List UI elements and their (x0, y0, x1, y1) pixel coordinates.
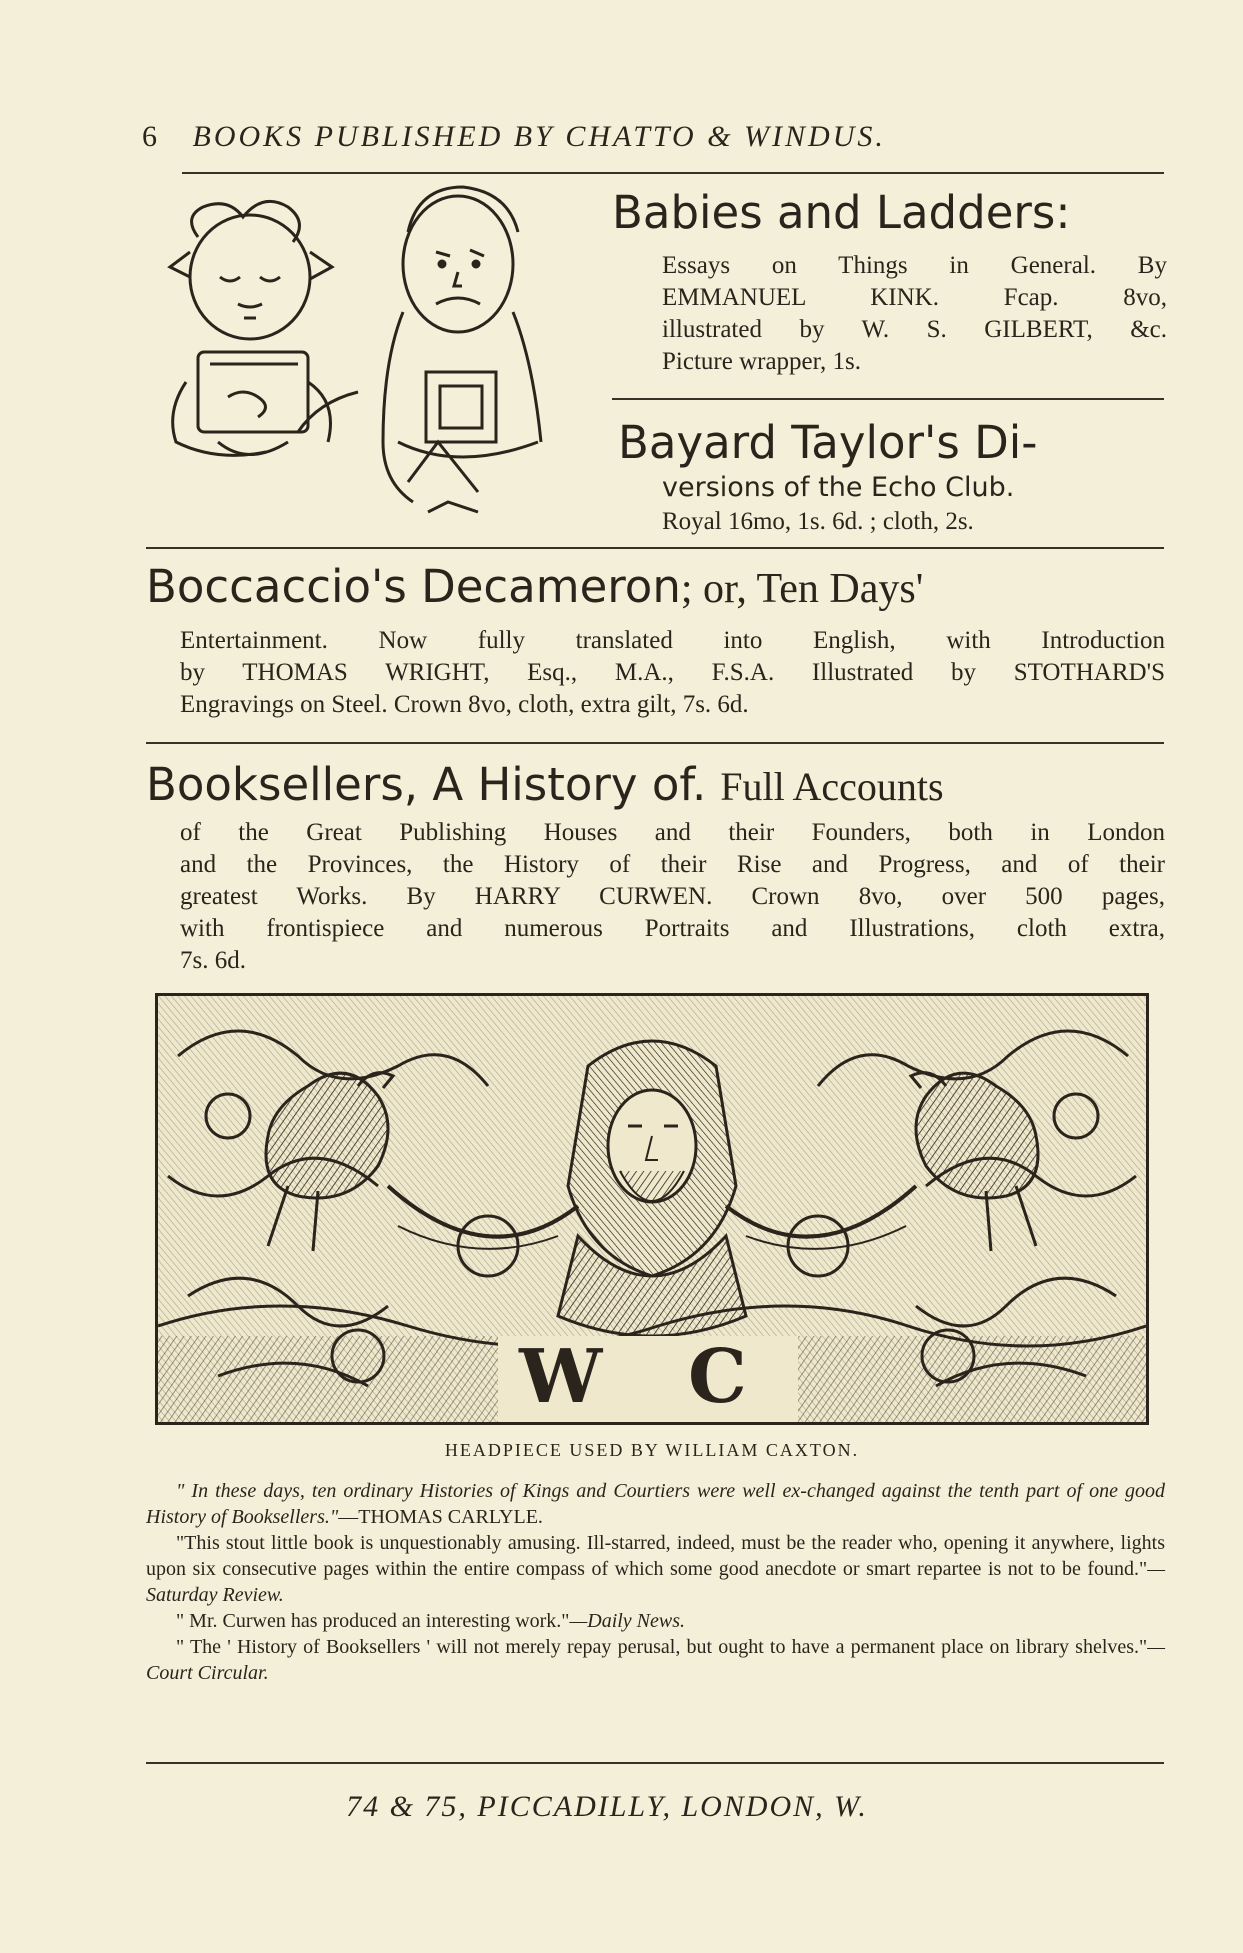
booksellers-body (180, 817, 1165, 977)
running-header (142, 120, 1072, 154)
babies-line: illustrated by W. S. GILBERT, &c. (662, 316, 1167, 343)
boccaccio-body (180, 625, 1165, 721)
babies-line: Picture wrapper, 1s. (662, 348, 861, 375)
review (146, 1478, 1165, 1530)
woodcut-caption: HEADPIECE USED BY WILLIAM CAXTON. (444, 1440, 860, 1460)
booksellers-line: 7s. 6d. (180, 947, 246, 974)
booksellers-line: of the Great Publishing Houses and their Founders, both in London (180, 819, 1165, 846)
bayard-body: Royal 16mo, 1s. 6d. ; cloth, 2s. (662, 508, 974, 535)
boccaccio-title-rest: ; or, Ten Days' (680, 566, 924, 612)
bayard-subtitle: versions of the Echo Club. (662, 472, 1015, 503)
babies-line: Essays on Things in General. By (662, 252, 1167, 279)
review (146, 1608, 1165, 1634)
footer-rule (146, 1762, 1164, 1764)
section-rule (146, 547, 1164, 549)
booksellers-line: with frontispiece and numerous Portraits and Illustrations, cloth extra, (180, 915, 1165, 942)
bayard-title: Bayard Taylor's Di- (618, 416, 1038, 469)
reviews-block (146, 1478, 1165, 1686)
review-quote: "This stout little book is unquestionably amusing. Ill-starred, indeed, must be the reader who, opening it anywhere, lights upon six consecutive pages within the entire compass of which some good anecdote or smart repartee is not to be found." (146, 1532, 1165, 1580)
review (146, 1530, 1165, 1608)
header-rule (182, 172, 1164, 174)
caxton-monogram: W C (519, 1334, 777, 1420)
review-source: —Daily News. (569, 1610, 686, 1632)
babies-title: Babies and Ladders: (612, 186, 1071, 239)
review-source: —Saturday Review. (146, 1558, 1165, 1606)
booksellers-title (146, 760, 1171, 810)
review (146, 1634, 1165, 1686)
footer-address: 74 & 75, PICCADILLY, LONDON, W. (346, 1790, 868, 1823)
babies-rule (612, 398, 1164, 400)
booksellers-title-bold: Booksellers, A History of. (146, 758, 707, 811)
caxton-headpiece-woodcut (155, 993, 1149, 1425)
review-quote: " Mr. Curwen has produced an interesting work." (176, 1610, 570, 1632)
babies-body (662, 250, 1167, 378)
booksellers-title-rest: Full Accounts (720, 764, 944, 809)
babies-line: EMMANUEL KINK. Fcap. 8vo, (662, 284, 1167, 311)
babies-illustration (158, 182, 598, 532)
booksellers-line: and the Provinces, the History of their Rise and Progress, and of their (180, 851, 1165, 878)
review-quote: " The ' History of Booksellers ' will not merely repay perusal, but ought to have a permanent place on library shelves." (176, 1636, 1148, 1658)
booksellers-line: greatest Works. By HARRY CURWEN. Crown 8vo, over 500 pages, (180, 883, 1165, 910)
page-number: 6 (142, 120, 158, 153)
boccaccio-title-bold: Boccaccio's Decameron (146, 560, 681, 613)
boccaccio-title (146, 562, 1171, 613)
review-quote: " In these days, ten ordinary Histories of Kings and Courtiers were well ex-changed against the tenth part of one good History of Booksellers." (146, 1480, 1165, 1528)
boccaccio-line: by THOMAS WRIGHT, Esq., M.A., F.S.A. Illustrated by STOTHARD'S (180, 659, 1165, 686)
running-head: BOOKS PUBLISHED BY CHATTO & WINDUS. (192, 120, 886, 153)
review-source: —THOMAS CARLYLE. (338, 1506, 543, 1528)
boccaccio-line: Engravings on Steel. Crown 8vo, cloth, extra gilt, 7s. 6d. (180, 691, 749, 718)
review-source: —Court Circular. (146, 1636, 1165, 1684)
section-rule (146, 742, 1164, 744)
boccaccio-line: Entertainment. Now fully translated into English, with Introduction (180, 627, 1165, 654)
